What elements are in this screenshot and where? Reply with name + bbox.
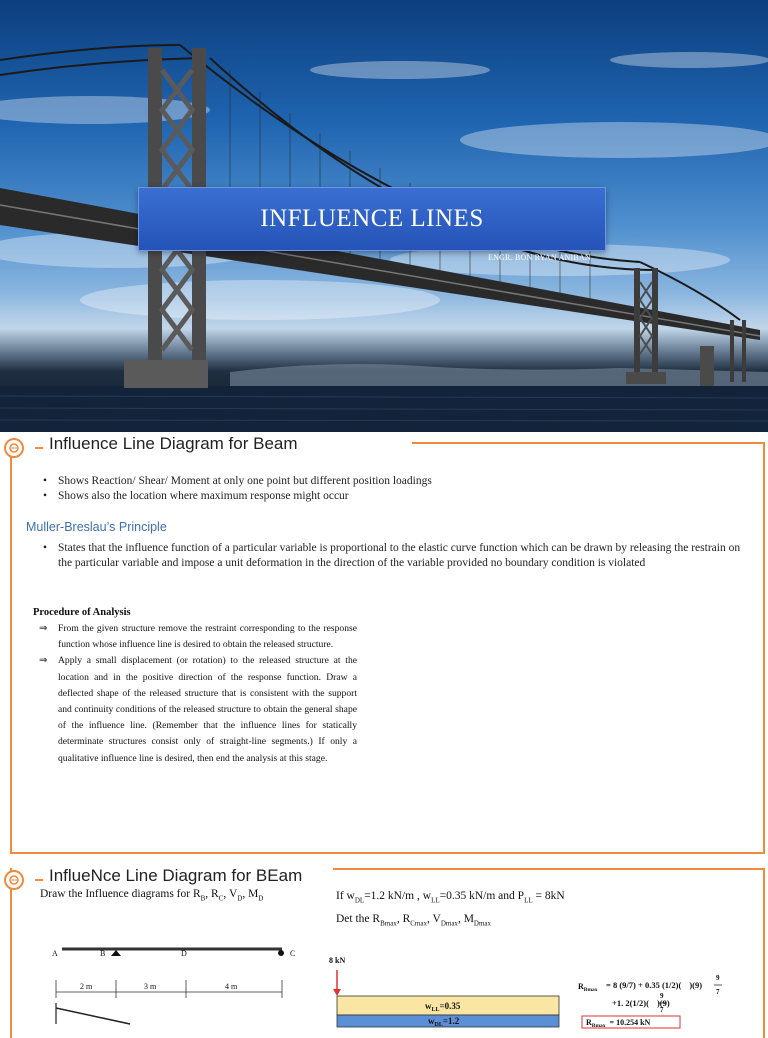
bullet-item: • States that the influence function of a particular variable is proportional to the elastic curve function which can be drawn by releasing the restrain on the particular variable and impose a unit deformation in the direction of the variable provided no boundary condition is violated [40,541,744,571]
result-text: $R_{Bmax} = 10.254$ kN [586,1018,651,1029]
slide-influence-line-beam [0,432,768,858]
title-slide [0,0,768,432]
heading-rule [412,442,763,444]
fraction-numerator: 9 [716,974,720,982]
svg-text:= 8 (9/7) + 0.35 (1/2)()(9): = 8 (9/7) + 0.35 (1/2)( )(9) [606,980,703,990]
presentation-title: INFLUENCE LINES [260,205,484,232]
slide-influence-line-example [0,858,768,1029]
instruction-text: Draw the Influence diagrams for $R_B$, $R_C$, $V_D$, $M_D$ [40,888,264,903]
slide-heading: Influence Line Diagram for Beam [49,434,298,453]
svg-text:RBmax: $R_{Bmax}$ [578,982,598,993]
school-logo-icon [4,438,24,458]
point-label: C [290,949,296,958]
point-label: B [100,949,106,958]
implies-arrow-icon: ⇒ [39,655,48,667]
point-label: D [181,949,187,958]
reaction-calculation [578,974,722,1029]
influence-line [56,1008,130,1024]
dimension-label: 3 m [144,982,157,991]
bullet-item: • Shows Reaction/ Shear/ Moment at only one point but different position loadings [40,474,740,489]
title-box [138,187,606,251]
slide-heading: InflueNce Line Diagram for BEam [49,866,303,885]
svg-text:+1. 2(1/2)()(9): +1. 2(1/2)( )(9) [612,998,670,1008]
live-load-label: $w_{LL}=0.35$ [425,1001,461,1013]
determine-text: Det the $R_{Bmax}$, $R_{Cmax}$, $V_{Dmax}$, $M_{Dmax}$ [336,913,492,928]
dimension-label: 2 m [80,982,93,991]
procedure-title: Procedure of Analysis [33,607,131,618]
procedure-steps [34,621,357,767]
fraction-denominator: 7 [660,1006,664,1014]
given-loads-text: If $w_{DL}=1.2$ kN/m , $w_{LL}=0.35$ kN/m and $P_{LL} = 8kN$ [336,890,565,905]
roller-support-icon [278,950,284,956]
implies-arrow-icon: ⇒ [39,623,48,634]
bullet-item: • Shows also the location where maximum response might occur [40,489,740,504]
principle-bullets [40,541,744,571]
pin-support-icon [111,950,121,956]
point-label: A [52,949,58,958]
author-name: ENGR. BON RYAN ANIBAN [488,253,591,262]
fraction-denominator: 7 [716,988,720,996]
procedure-step: ⇒ Apply a small displacement (or rotation) to the released structure at the location and in the positive direction of the response function. Draw a deflected shape of the released structure that is consistent with the support and continuity conditions of the released structure to obtain the general shape of the influence line. (Remember that the influence lines for statically determinate structures consist only of straight-line segments.) If only a qualitative influence line is desired, then end the analysis at this stage. [39,655,357,764]
beam-diagram [0,858,768,1029]
dead-load-label: $w_{DL}=1.2$ [428,1016,460,1028]
summary-bullets [40,474,740,504]
principle-title: Muller-Breslau’s Principle [26,520,167,534]
fraction-numerator: 9 [660,992,664,1000]
point-load-label: 8 kN [329,956,346,965]
dimension-label: 4 m [225,982,238,991]
procedure-step: ⇒ From the given structure remove the restraint corresponding to the response function whose influence line is desired to obtain the released structure. [39,623,357,651]
heading-dash [35,447,43,449]
